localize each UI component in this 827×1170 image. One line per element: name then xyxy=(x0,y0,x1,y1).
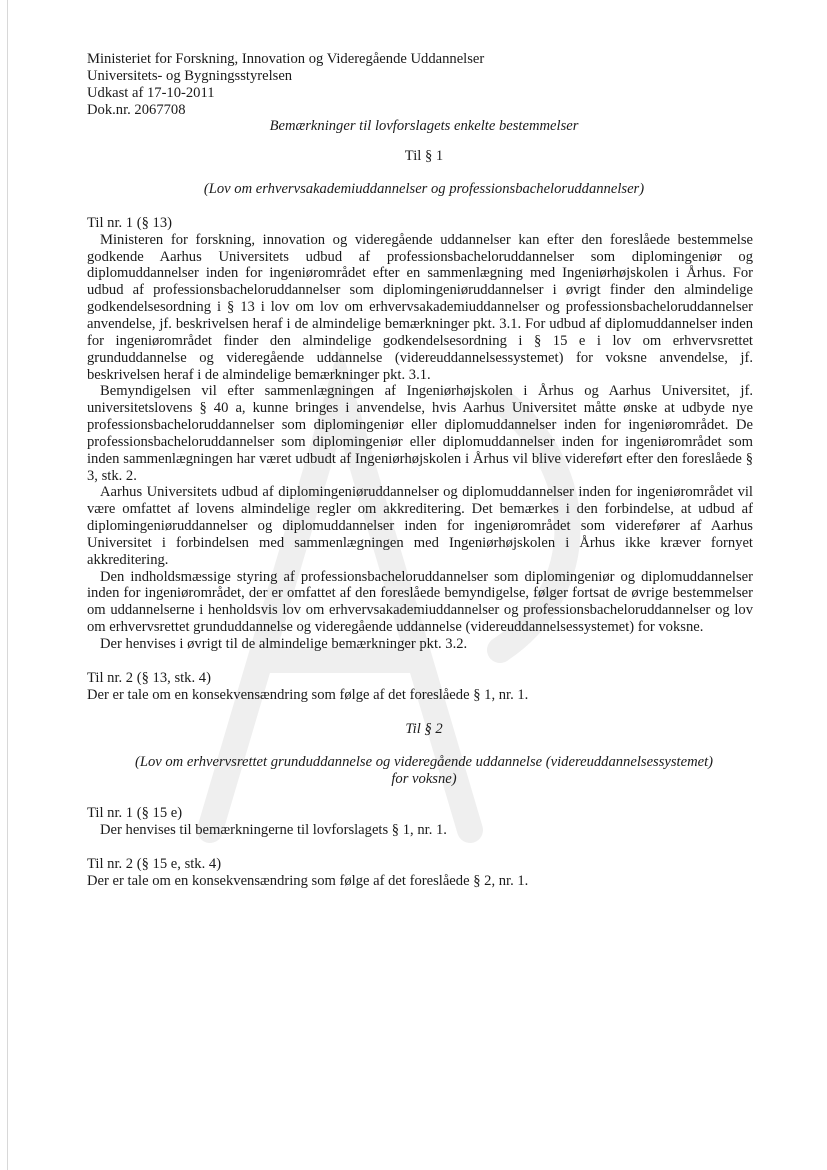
section-1-nr-1-label: Til nr. 1 (§ 13) xyxy=(87,214,173,231)
document-number: Dok.nr. 2067708 xyxy=(87,101,186,118)
section-1-heading: Til § 1 xyxy=(404,148,444,165)
section-1-subheading: (Lov om erhvervsakademiuddannelser og professionsbacheloruddannelser) xyxy=(203,181,645,198)
section-1-nr-1-paragraph: Den indholdsmæssige styring af professionsbacheloruddannelser som diplomingeniør og diplomuddannelser inden for ingeniørområdet, der er omfattet af den foreslåede bemyndigelse, følger fortsat de øvrige bestemmelser om uddannelserne i henholdsvis lov om erhvervsakademiuddannelser og professionsbacheloruddannelser og lov om erhvervsrettet grunduddannelse og videregående uddannelse (videreuddannelsessystemet) for voksne. xyxy=(87,568,753,636)
ministry-name: Ministeriet for Forskning, Innovation og Videregående Uddannelser xyxy=(87,51,485,67)
section-2-subheading xyxy=(87,754,753,788)
section-1-nr-2-label: Til nr. 2 (§ 13, stk. 4) xyxy=(87,669,211,686)
section-2-nr-2-text: Der er tale om en konsekvensændring som følge af det foreslåede § 2, nr. 1. xyxy=(87,872,529,889)
document-title: Bemærkninger til lovforslagets enkelte bestemmelser xyxy=(269,118,579,135)
scan-edge-line xyxy=(7,0,8,1170)
section-2-nr-1-label: Til nr. 1 (§ 15 e) xyxy=(87,805,183,822)
section-2-nr-2-label: Til nr. 2 (§ 15 e, stk. 4) xyxy=(87,855,222,872)
section-2-subheading-line-2: for voksne) xyxy=(391,771,457,788)
section-1-nr-2-text: Der er tale om en konsekvensændring som følge af det foreslåede § 1, nr. 1. xyxy=(87,686,529,703)
section-1-nr-1-paragraph: Der henvises i øvrigt til de almindelige bemærkninger pkt. 3.2. xyxy=(100,636,468,652)
section-2-heading: Til § 2 xyxy=(405,720,443,737)
draft-date: Udkast af 17-10-2011 xyxy=(87,84,215,101)
section-1-nr-1-paragraph: Bemyndigelsen vil efter sammenlægningen af Ingeniørhøjskolen i Århus og Aarhus Universitet, jf. universitetslovens § 40 a, kunne bringes i anvendelse, hvis Aarhus Universitet måtte ønske at udbyde nye professionsbacheloruddannelser som diplomingeniør eller diplomuddannelser inden for ingeniørområdet. De professionsbacheloruddannelser som diplomingeniør eller diplomuddannelser inden for ingeniørområdet som inden sammenlægningen har været udbudt af Ingeniørhøjskolen i Århus vil blive videreført efter den foreslåede § 3, stk. 2. xyxy=(87,383,753,484)
section-2-subheading-line-1: (Lov om erhvervsrettet grunduddannelse og videregående uddannelse (videreuddannelsessystemet) xyxy=(134,754,714,771)
section-1-nr-1-paragraph: Ministeren for forskning, innovation og videregående uddannelser kan efter den foreslåede bestemmelse godkende Aarhus Universitets udbud af professionsbacheloruddannelser som diplomingeniør og diplomuddannelser inden for ingeniørområdet efter en sammenlægning med Ingeniørhøjskolen i Århus. For udbud af professionsbacheloruddannelser som diplomingeniøruddannelser i øvrigt finder den almindelige godkendelsesordning i § 13 i lov om lov om erhvervsakademiuddannelser og professionsbacheloruddannelser anvendelse, jf. beskrivelsen heraf i de almindelige bemærkninger pkt. 3.1. For udbud af diplomuddannelser inden for ingeniørområdet finder den almindelige godkendelsesordning i § 15 e i lov om erhvervsrettet grunduddannelse og videregående uddannelse (videreuddannelsessystemet) for voksne anvendelse, jf. beskrivelsen heraf i de almindelige bemærkninger pkt. 3.1. xyxy=(87,231,753,383)
document-page xyxy=(87,51,753,889)
section-1-nr-1-paragraph: Aarhus Universitets udbud af diplomingeniøruddannelser og diplomuddannelser inden for ingeniørområdet vil være omfattet af lovens almindelige regler om akkreditering. Det bemærkes i den forbindelse, at udbud af diplomingeniøruddannelser og diplomuddannelser inden for ingeniørområdet som viderefører af Aarhus Universitet i forbindelsen med sammenlægningen med Ingeniørhøjskolen i Århus ikke kræver fornyet akkreditering. xyxy=(87,484,753,568)
agency-name: Universitets- og Bygningsstyrelsen xyxy=(87,67,293,84)
section-2-nr-1-text: Der henvises til bemærkningerne til lovforslagets § 1, nr. 1. xyxy=(100,821,447,838)
letterhead xyxy=(87,51,753,118)
